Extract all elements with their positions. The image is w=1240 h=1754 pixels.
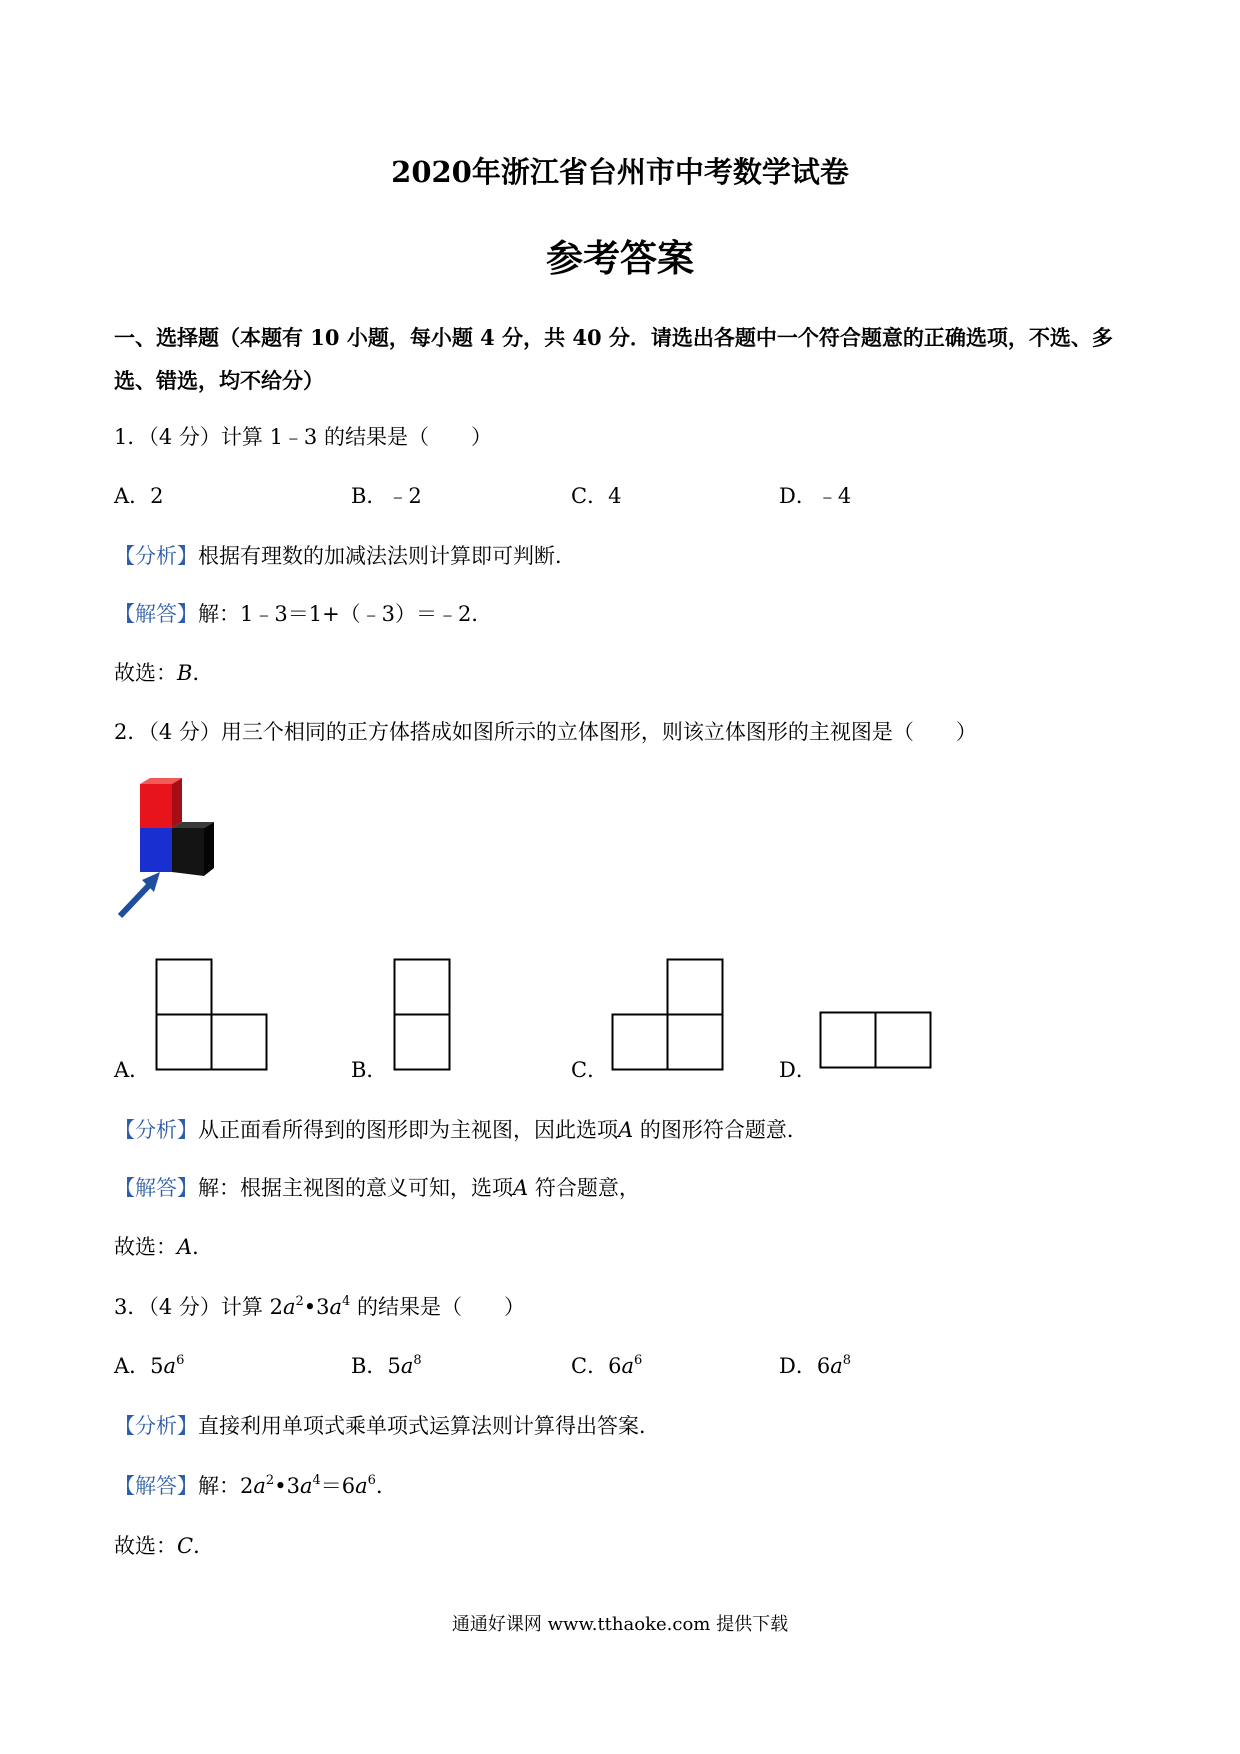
q2-option-d-label: D．: [779, 1058, 817, 1082]
q3-var: a: [329, 1295, 343, 1319]
q3-answer-mid: •3: [274, 1474, 300, 1498]
q1-analysis: [114, 540, 576, 570]
q3-stem-mid: •3: [303, 1295, 330, 1319]
option-label: C．: [571, 1354, 609, 1378]
option-coef: 6: [608, 1354, 622, 1378]
option-var: a: [400, 1354, 414, 1378]
option-var: a: [163, 1354, 177, 1378]
q1-stem: 1．（4 分）计算 1﹣3 的结果是（ ）: [114, 425, 492, 449]
q3-option-d: [779, 1350, 851, 1380]
option-exp: 6: [176, 1353, 185, 1368]
q2-option-c-label: C．: [571, 1058, 609, 1082]
q3-option-a: [114, 1350, 184, 1380]
red-cube-side: [172, 778, 182, 828]
option-label: D．: [779, 1354, 817, 1378]
q2-answer: [114, 1172, 640, 1202]
option-label: B．: [351, 1354, 388, 1378]
q2-analysis-var: A: [618, 1118, 634, 1142]
q3-choice-letter: C: [177, 1534, 194, 1558]
q2-analysis-text-end: 的图形符合题意．: [633, 1118, 808, 1142]
choose-label: 故选：: [114, 661, 177, 685]
q3-exp: 4: [342, 1294, 351, 1309]
document-title: 2020年浙江省台州市中考数学试卷: [391, 155, 849, 189]
q2-option-c-figure: [611, 958, 726, 1073]
option-var: a: [621, 1354, 634, 1378]
q3-stem: [114, 1291, 525, 1321]
answer-label: 【解答】: [114, 1474, 198, 1498]
q2-answer-var: A: [513, 1176, 529, 1200]
answer-label: 【解答】: [114, 602, 198, 626]
q2-analysis: [114, 1114, 808, 1144]
option-coef: 6: [816, 1354, 831, 1378]
q2-option-d-figure: [819, 1011, 934, 1071]
q3-exp: 2: [265, 1473, 275, 1488]
q2-option-b-figure: [393, 958, 453, 1073]
q3-option-c: [571, 1350, 642, 1380]
option-coef: 5: [150, 1354, 164, 1378]
red-cube-front: [140, 784, 172, 828]
q1-option-b: B．﹣2: [351, 484, 422, 508]
q3-answer: [114, 1470, 397, 1500]
black-cube-front: [172, 828, 204, 876]
section-heading-line-2: 选、错选，均不给分）: [114, 368, 324, 393]
q2-choice-letter: A: [177, 1235, 193, 1259]
option-label: A．: [114, 1354, 151, 1378]
q2-answer-text: 解：根据主视图的意义可知，选项: [198, 1176, 513, 1200]
q3-exp: 6: [367, 1473, 376, 1488]
q2-option-b-label: B．: [351, 1058, 388, 1082]
option-exp: 8: [842, 1353, 852, 1368]
choose-label: 故选：: [114, 1235, 177, 1259]
option-var: a: [830, 1354, 843, 1378]
q1-option-a: A．2: [114, 484, 164, 508]
q2-stem: 2．（4 分）用三个相同的正方体搭成如图所示的立体图形，则该立体图形的主视图是（ ）: [114, 720, 977, 744]
q3-exp: 2: [295, 1294, 304, 1309]
section-heading-line-1: 一、选择题（本题有 10 小题，每小题 4 分，共 40 分．请选出各题中一个符合题意的正确选项，不选、多: [114, 325, 1113, 350]
option-exp: 8: [413, 1353, 422, 1368]
black-cube-side: [204, 822, 214, 876]
page-footer: 通通好课网 www.tthaoke.com 提供下载: [451, 1614, 789, 1635]
q1-analysis-text: 根据有理数的加减法法则计算即可判断．: [198, 544, 576, 568]
q3-stem-text: 3．（4 分）计算 2: [114, 1295, 283, 1319]
q3-answer-eq: ＝6: [320, 1474, 356, 1498]
q2-option-a-figure: [155, 958, 270, 1073]
q2-option-a-label: A．: [114, 1058, 151, 1082]
q3-choice: 故选：C．: [114, 1534, 215, 1558]
q3-answer-end: ．: [375, 1474, 397, 1498]
q2-analysis-text: 从正面看所得到的图形即为主视图，因此选项: [198, 1118, 618, 1142]
q3-var: a: [299, 1474, 313, 1498]
q3-analysis-text: 直接利用单项式乘单项式运算法则计算得出答案．: [198, 1414, 660, 1438]
q3-stem-end: 的结果是（ ）: [350, 1295, 525, 1319]
q1-choice-letter: B: [177, 661, 193, 685]
document-subtitle: 参考答案: [546, 236, 694, 280]
blue-cube-front: [140, 828, 172, 872]
q3-var: a: [282, 1295, 296, 1319]
analysis-label: 【分析】: [114, 1118, 198, 1142]
q2-choice: 故选：A．: [114, 1235, 214, 1259]
choose-label: 故选：: [114, 1534, 177, 1558]
analysis-label: 【分析】: [114, 544, 198, 568]
q1-answer: [114, 598, 492, 628]
option-coef: 5: [387, 1354, 401, 1378]
q3-var: a: [355, 1474, 368, 1498]
q1-choice: 故选：B．: [114, 661, 214, 685]
analysis-label: 【分析】: [114, 1414, 198, 1438]
q3-exp: 4: [312, 1473, 321, 1488]
cube-figure: [112, 776, 242, 926]
q3-answer-text: 解：2: [198, 1474, 254, 1498]
q1-option-d: D．﹣4: [779, 484, 852, 508]
q1-answer-text: 解：1﹣3＝1+（﹣3）＝﹣2．: [198, 602, 493, 626]
q3-var: a: [253, 1474, 266, 1498]
q2-answer-text-end: 符合题意，: [528, 1176, 640, 1200]
q3-option-b: [351, 1350, 422, 1380]
answer-label: 【解答】: [114, 1176, 198, 1200]
q1-option-c: C．4: [571, 484, 622, 508]
option-exp: 6: [633, 1353, 643, 1368]
q3-analysis: [114, 1410, 660, 1440]
